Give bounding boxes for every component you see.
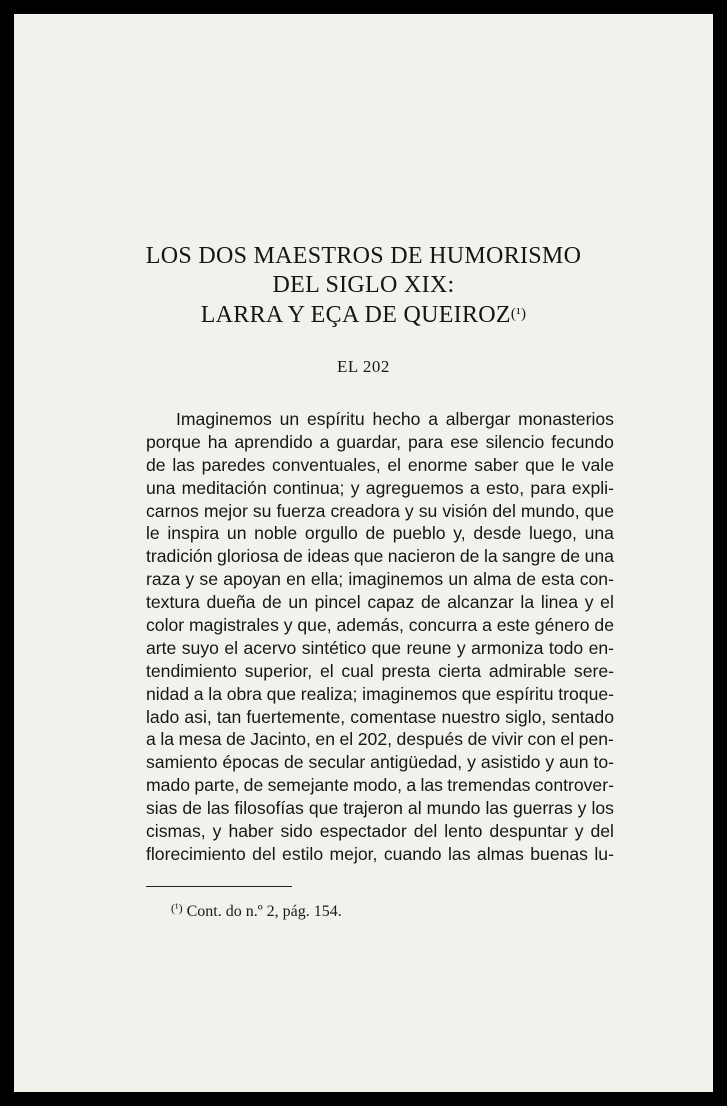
body-word: sangre [502, 546, 556, 567]
body-word: tremendas [447, 775, 531, 796]
body-word: mejor, [329, 843, 378, 864]
body-word: y [404, 500, 414, 521]
body-word: le [146, 523, 160, 544]
body-word: la [483, 546, 498, 567]
body-word: que [371, 637, 402, 658]
body-word: fuertemente, [246, 706, 346, 727]
body-word: la [208, 683, 222, 704]
title-line-3 [14, 300, 713, 330]
body-word: que [308, 798, 339, 819]
body-word: del [492, 500, 516, 521]
body-word: carnos [146, 500, 199, 521]
body-word: albergar [445, 409, 511, 429]
body-line [146, 591, 614, 614]
body-word: mejor [203, 500, 248, 521]
body-word: realiza; [300, 683, 358, 704]
footnote-divider [146, 886, 292, 887]
body-line [146, 454, 614, 477]
article-title [14, 242, 713, 330]
body-word: de [283, 546, 303, 567]
body-word: continua; [273, 477, 345, 498]
body-word: reune [406, 637, 452, 658]
body-word: y [467, 752, 476, 773]
body-word: luego, [528, 523, 577, 544]
body-word: controver- [534, 775, 614, 796]
body-word: concurra [408, 615, 478, 636]
body-word: el [387, 454, 402, 475]
body-word: y [350, 477, 360, 498]
body-word: de [243, 775, 264, 796]
body-word: una [584, 546, 614, 567]
body-word: de [594, 615, 614, 636]
body-word: espectador [319, 821, 407, 842]
body-word: su [252, 500, 272, 521]
body-word: espíritu [495, 683, 554, 704]
body-word: de [182, 798, 202, 819]
body-word: esta [541, 569, 575, 590]
body-word: el [339, 729, 354, 750]
body-word: pueblo [392, 523, 446, 544]
body-word: hecho [372, 409, 421, 429]
body-word: después [396, 729, 464, 750]
body-word: y [185, 569, 195, 590]
body-word: expli- [571, 477, 614, 498]
body-word: capaz [367, 592, 415, 613]
body-word: presta [381, 660, 431, 681]
body-word: de [467, 729, 488, 750]
body-word: esto, [485, 477, 525, 498]
body-word: género [534, 615, 590, 636]
section-heading: EL 202 [337, 357, 390, 376]
body-word: asi, [184, 706, 212, 727]
body-word: una [146, 477, 176, 498]
body-word: que [353, 546, 384, 567]
body-word: florecimiento [146, 843, 246, 864]
body-word: siglo, [505, 706, 547, 727]
body-word: y [283, 615, 293, 636]
body-word: estilo [282, 843, 324, 864]
body-line [146, 477, 614, 500]
body-line [146, 706, 614, 729]
body-word: cuando [383, 843, 442, 864]
body-word: de [560, 546, 581, 567]
body-word: del [590, 821, 614, 842]
body-word: un [226, 523, 247, 544]
body-word: en [286, 569, 306, 590]
body-word: filosofías [234, 798, 304, 819]
body-word: guerras [512, 798, 573, 819]
body-word: y, [453, 523, 466, 544]
body-word: inspira [167, 523, 220, 544]
body-word: la [520, 592, 535, 613]
body-word: la [160, 729, 175, 750]
body-word: conventuales, [272, 454, 381, 475]
body-word: tendimiento [146, 660, 237, 681]
body-word: que, [297, 615, 332, 636]
body-word: de [459, 546, 480, 567]
body-line [146, 522, 614, 545]
body-word: imaginemos [362, 683, 458, 704]
body-word: noble [254, 523, 298, 544]
body-word: que [584, 500, 614, 521]
body-word: saber [474, 454, 519, 475]
body-word: que [461, 683, 492, 704]
body-word: enorme [407, 454, 468, 475]
body-word: silencio [485, 431, 545, 452]
body-word: espíritu [306, 409, 365, 429]
body-word: además, [336, 615, 404, 636]
body-word: secular [308, 752, 366, 773]
body-word: vale [581, 454, 614, 475]
body-word: porque [146, 431, 201, 452]
body-word: imaginemos [348, 569, 444, 590]
body-word: aun [559, 752, 589, 773]
body-word: cual [341, 660, 374, 681]
body-word: fecundo [551, 431, 614, 452]
title-line-2: DEL SIGLO XIX: [272, 272, 455, 298]
body-word: un [279, 409, 300, 429]
body-line [146, 637, 614, 660]
body-line [146, 500, 614, 523]
body-word: modo, [353, 775, 402, 796]
document-page [14, 14, 713, 1092]
footnote-text: Cont. do n.º 2, pág. 154. [186, 903, 342, 920]
body-word: las [420, 775, 443, 796]
body-word: el [224, 637, 239, 658]
body-word: superior, [244, 660, 313, 681]
body-word: desde [473, 523, 522, 544]
title-line-1: LOS DOS MAESTROS DE HUMORISMO [145, 243, 582, 269]
body-word: y [574, 821, 584, 842]
body-word: alma [473, 569, 512, 590]
body-word: épocas [222, 752, 280, 773]
body-word: las [485, 798, 508, 819]
body-word: del [413, 821, 438, 842]
body-word: de [262, 592, 282, 613]
body-word: a [319, 431, 330, 452]
body-word: monasterios [518, 409, 614, 429]
body-word: lu- [594, 843, 614, 864]
body-word: dueña [206, 592, 256, 613]
body-word: agreguemos [365, 477, 464, 498]
body-word: ideas [307, 546, 350, 567]
body-word: apoyan [223, 569, 281, 590]
body-word: a [146, 729, 156, 750]
body-word: de [284, 752, 304, 773]
body-word: sintético [301, 637, 367, 658]
body-word: mesa [178, 729, 222, 750]
body-word: a [428, 409, 438, 429]
body-line [146, 568, 614, 591]
body-word: nacieron [387, 546, 456, 567]
body-word: que [525, 454, 555, 475]
body-word: semejante [267, 775, 349, 796]
body-word: el [600, 592, 614, 613]
body-line [146, 660, 614, 683]
body-word: ese [450, 431, 479, 452]
body-word: y [577, 798, 587, 819]
body-word: suyo [181, 637, 219, 658]
body-word: visión [442, 500, 488, 521]
title-footnote-mark[interactable]: (¹) [510, 306, 527, 322]
body-word: obra [226, 683, 262, 704]
body-word: le [561, 454, 575, 475]
body-word: un [448, 569, 468, 590]
body-word: a [482, 615, 492, 636]
body-word: a [193, 683, 204, 704]
body-word: que [266, 683, 297, 704]
body-word: un [288, 592, 308, 613]
body-word: paredes [201, 454, 266, 475]
body-word: Jacinto, [250, 729, 311, 750]
body-paragraph [146, 408, 614, 866]
body-line [146, 728, 614, 751]
body-word: troque- [558, 683, 614, 704]
body-word: de [516, 569, 537, 590]
body-word: color [146, 615, 185, 636]
body-word: comentase [350, 706, 437, 727]
body-word: a [406, 775, 417, 796]
body-word: mado [146, 775, 191, 796]
body-word: despuntar [489, 821, 568, 842]
body-line [146, 843, 614, 866]
body-word: las [206, 798, 230, 819]
body-word: tan [216, 706, 242, 727]
body-word: antigüedad, [370, 752, 463, 773]
body-word: cierta [438, 660, 482, 681]
body-word: cismas, [146, 821, 206, 842]
body-word: magistrales [188, 615, 279, 636]
body-word: y [584, 592, 594, 613]
body-word: trajeron [343, 798, 403, 819]
body-word: arte [146, 637, 177, 658]
footnote-mark: (¹) [171, 901, 183, 915]
body-word: guardar, [336, 431, 401, 452]
body-word: meditación [181, 477, 267, 498]
body-word: con- [579, 569, 614, 590]
body-word: de [420, 592, 441, 613]
body-word: los [591, 798, 614, 819]
body-word: almas [476, 843, 524, 864]
body-word: de [146, 454, 166, 475]
body-word: a [469, 477, 480, 498]
body-word: este [496, 615, 530, 636]
body-word: una [584, 523, 614, 544]
body-word: en [315, 729, 335, 750]
body-word: las [172, 454, 195, 475]
body-line [146, 431, 614, 454]
body-word: nidad [146, 683, 190, 704]
body-word: mundo [426, 798, 481, 819]
body-word: nuestro [441, 706, 501, 727]
body-word: y [212, 821, 222, 842]
body-word: creadora [330, 500, 400, 521]
body-word: armoniza [471, 637, 544, 658]
body-word: mundo, [520, 500, 580, 521]
body-line [146, 751, 614, 774]
body-word: se [199, 569, 218, 590]
body-word: textura [146, 592, 200, 613]
body-word: ella; [310, 569, 344, 590]
body-word: el [319, 660, 334, 681]
title-line-3-text: LARRA Y EÇA DE QUEIROZ [200, 302, 511, 328]
body-word: asistido [480, 752, 541, 773]
body-word: las [448, 843, 471, 864]
body-word: tradición [146, 546, 213, 567]
body-word: admirable [488, 660, 567, 681]
body-word: lado [146, 706, 180, 727]
body-line [146, 683, 614, 706]
body-word: orgullo [304, 523, 358, 544]
body-word: buenas [530, 843, 588, 864]
body-word: el [560, 729, 575, 750]
body-word: para [408, 431, 444, 452]
body-word: y [456, 637, 466, 658]
body-line [146, 545, 614, 568]
body-word: pen- [578, 729, 614, 750]
body-word: alcanzar [447, 592, 514, 613]
body-word: ha [207, 431, 228, 452]
body-word: para [530, 477, 566, 498]
body-word: fuerza [276, 500, 326, 521]
body-word: 202, [357, 729, 392, 750]
body-word: acervo [243, 637, 297, 658]
footnote [171, 901, 342, 921]
body-word: linea [540, 592, 578, 613]
body-word: sentado [551, 706, 614, 727]
body-word: al [407, 798, 422, 819]
body-word: su [418, 500, 438, 521]
body-word: con [527, 729, 556, 750]
body-line [146, 797, 614, 820]
body-word: vivir [491, 729, 523, 750]
body-line [146, 614, 614, 637]
body-line [146, 820, 614, 843]
body-word: sere- [573, 660, 614, 681]
body-line [146, 408, 614, 431]
body-word: y [545, 752, 555, 773]
body-word: samiento [146, 752, 218, 773]
body-word: Imaginemos [176, 409, 272, 429]
body-word: gloriosa [217, 546, 279, 567]
body-word: haber [228, 821, 274, 842]
body-line [146, 774, 614, 797]
body-word: sias [146, 798, 178, 819]
body-word: parte, [194, 775, 240, 796]
body-word: aprendido [234, 431, 313, 452]
body-word: lento [444, 821, 483, 842]
body-word: raza [146, 569, 181, 590]
body-word: de [365, 523, 386, 544]
body-word: sido [280, 821, 313, 842]
body-word: del [252, 843, 276, 864]
body-word: de [226, 729, 246, 750]
body-word: en- [588, 637, 614, 658]
body-word: to- [593, 752, 614, 773]
body-word: pincel [314, 592, 361, 613]
body-word: todo [548, 637, 584, 658]
